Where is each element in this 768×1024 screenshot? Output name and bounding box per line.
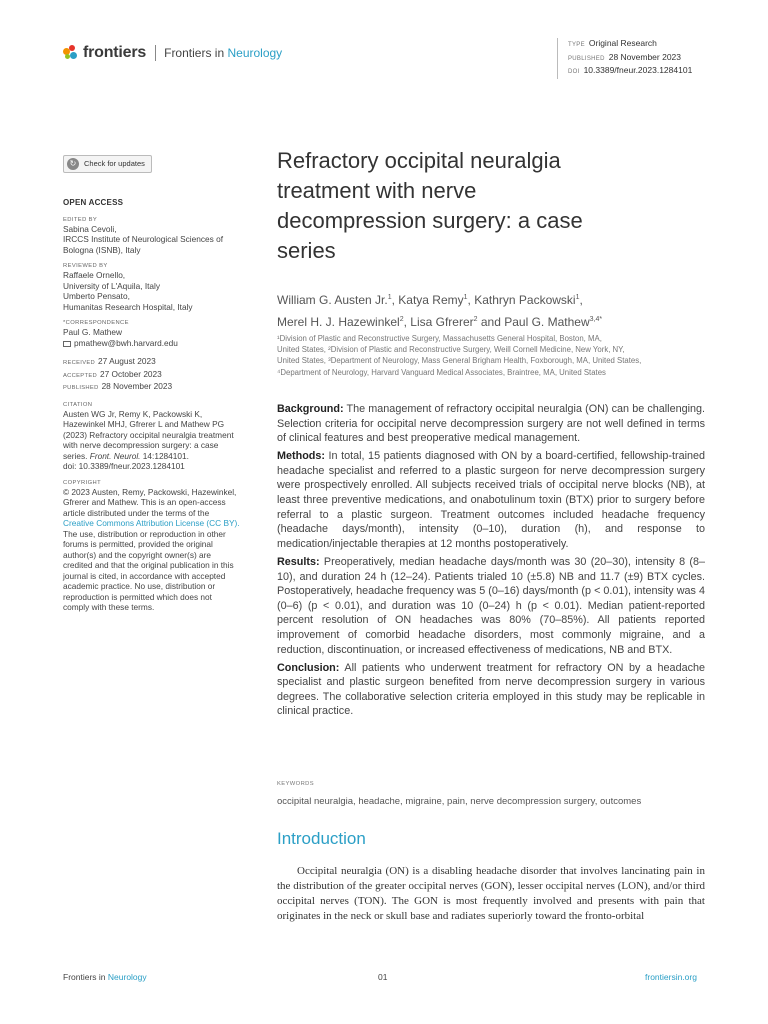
footer-journal: Frontiers in Neurology <box>63 972 147 982</box>
author[interactable]: Paul G. Mathew$^{3,4*}$ <box>504 315 603 329</box>
author[interactable]: Kathryn Packowski$^1$ <box>474 293 580 307</box>
abstract-conclusion: Conclusion: All patients who underwent treatment for refractory ON by a headache specialist and plastic surgeon benefited from nerve decompression surgery in various degrees. The collaborative selection criteria employed in this study may be replicable in clinical practice. <box>277 661 705 718</box>
copyright: © 2023 Austen, Remy, Packowski, Hazewinkel, Gfrerer and Mathew. This is an open-access article distributed under the terms of the Creative Commons Attribution License (CC BY). The use, distribution or reproduction in other forums is permitted, provided the original author(s) and the copyright owner(s) are credited and that the original publication in this journal is cited, in accordance with accepted academic practice. No use, distribution or reproduction is permitted which does not comply with these terms. <box>63 487 263 613</box>
keywords: occipital neuralgia, headache, migraine, pain, nerve decompression surgery, outcomes <box>277 796 642 807</box>
frontiers-logo[interactable] <box>63 44 282 62</box>
correspondence-email[interactable]: pmathew@bwh.harvard.edu <box>63 338 263 349</box>
affiliations: ¹Division of Plastic and Reconstructive Surgery, Massachusetts General Hospital, Boston, MA, United States, ²Division of Plastic and Reconstructive Surgery, Weill Cornell Medicine, New York, NY, United States, ³Department of Neurology, Mass General Brigham Health, Foxborough, MA, United States, ⁴Department of Neurology, Harvard Vanguard Medical Associates, Braintree, MA, United States <box>277 334 642 377</box>
section-heading-introduction: Introduction <box>277 829 366 848</box>
meta-doi[interactable]: DOI 10.3389/fneur.2023.1284101 <box>568 65 693 75</box>
author[interactable]: Katya Remy$^1$ <box>398 293 468 307</box>
edited-by: Sabina Cevoli, IRCCS Institute of Neurological Sciences of Bologna (ISNB), Italy <box>63 223 224 255</box>
author[interactable]: Lisa Gfrerer$^2$ <box>410 315 478 329</box>
abstract-methods: Methods: In total, 15 patients diagnosed with ON by a board-certified, fellowship-trained headache specialist and referred to a plastic surgeon for nerve decompression surgery were prospectively enrolled. All subjects received trials of occipital nerve blocks (NB), at least three preventive medications, and onabotulinum toxin (BTX) prior to surgery before referral to a plastic surgeon. Treatment outcomes included headache frequency (headache days/month), intensity (0–10), duration (h), and response to medication/injectable therapies at 12 months postoperatively. <box>277 450 705 550</box>
check-updates-icon: ↻ <box>67 158 79 170</box>
edited-by-label: EDITED BY <box>63 216 98 223</box>
author-list: William G. Austen Jr.$^1$, Katya Remy$^1$, Kathryn Packowski$^1$, Merel H. J. Hazewinkel$^2$, Lisa Gfrerer$^2$ and Paul G. Mathew$^{3,4*}$ <box>277 293 603 329</box>
meta-published: PUBLISHED 28 November 2023 <box>568 51 682 62</box>
abstract-results: Results: Preoperatively, median headache days/month was 30 (20–30), intensity 8 (8–10), and duration 24 h (12–24). Patients trialed 10 (±5.8) NB and 11.7 (±9) BTX cycles. Postoperatively, headache frequency was 5 (0–16) days/month (p < 0.01), intensity was 4 (0–6) (p < 0.01), and duration was 10 (0–24) h (p < 0.01). Median patient-reported percent resolution of ON headaches was 80% (70–85%). All patients reported improvement of comorbid headache disorders, most commonly migraine, and a reduction, discontinuation, or increased effectiveness of medications, NB and BTX. <box>277 555 705 656</box>
page-number: 01 <box>378 972 388 982</box>
check-updates-button[interactable]: ↻ Check for updates <box>63 155 152 173</box>
copyright-label: COPYRIGHT <box>63 479 102 486</box>
brand-wordmark: frontiers <box>83 44 147 61</box>
frontiers-logo-icon <box>63 45 79 61</box>
meta-type: TYPE Original Research <box>568 38 657 48</box>
footer-site-link[interactable]: frontiersin.org <box>645 972 697 982</box>
correspondence-label: *CORRESPONDENCE <box>63 320 129 326</box>
dates-block: RECEIVED 27 August 2023 ACCEPTED 27 October 2023 PUBLISHED 28 November 2023 <box>63 356 173 391</box>
author[interactable]: Merel H. J. Hazewinkel$^2$ <box>277 315 404 329</box>
citation-label: CITATION <box>63 401 93 408</box>
abstract-background: Background: The management of refractory occipital neuralgia (ON) can be challenging. Selection criteria for occipital nerve decompression surgery are not well defined in terms of clinical features and best preoperative medical management. <box>277 403 705 445</box>
correspondence-name: Paul G. Mathew <box>63 327 123 337</box>
introduction-text: Occipital neuralgia (ON) is a disabling headache disorder that involves lancinating pain in the distribution of the greater occipital nerves (GON), lesser occipital nerves (LON), and/or third occipital nerves (TON). The GON is most frequently involved and presents with pain that originates in the neck or skull base and radiates superiorly toward the fronto-orbital <box>277 865 705 923</box>
article-title: Refractory occipital neuralgia treatment with nerve decompression surgery: a case series <box>277 148 583 263</box>
citation: Austen WG Jr, Remy K, Packowski K, Hazewinkel MHJ, Gfrerer L and Mathew PG (2023) Refractory occipital neuralgia treatment with nerve decompression surgery: a case series. Front. Neurol. 14:1284101. doi: 10.3389/fneur.2023.1284101 <box>63 408 234 471</box>
mail-icon <box>63 341 71 347</box>
journal-name: Frontiers in Neurology <box>164 46 283 60</box>
abstract <box>277 402 705 722</box>
open-access-label: OPEN ACCESS <box>63 198 124 207</box>
keywords-label: KEYWORDS <box>277 781 315 787</box>
article-meta <box>557 38 692 79</box>
reviewed-by: Raffaele Ornello, University of L'Aquila, Italy Umberto Pensato, Humanitas Research Hospital, Italy <box>63 270 193 312</box>
header-divider <box>155 45 156 61</box>
reviewed-by-label: REVIEWED BY <box>63 263 108 269</box>
author[interactable]: William G. Austen Jr.$^1$ <box>277 293 392 307</box>
cc-by-link[interactable]: Creative Commons Attribution License (CC BY). <box>63 518 240 528</box>
sidebar <box>63 155 263 613</box>
